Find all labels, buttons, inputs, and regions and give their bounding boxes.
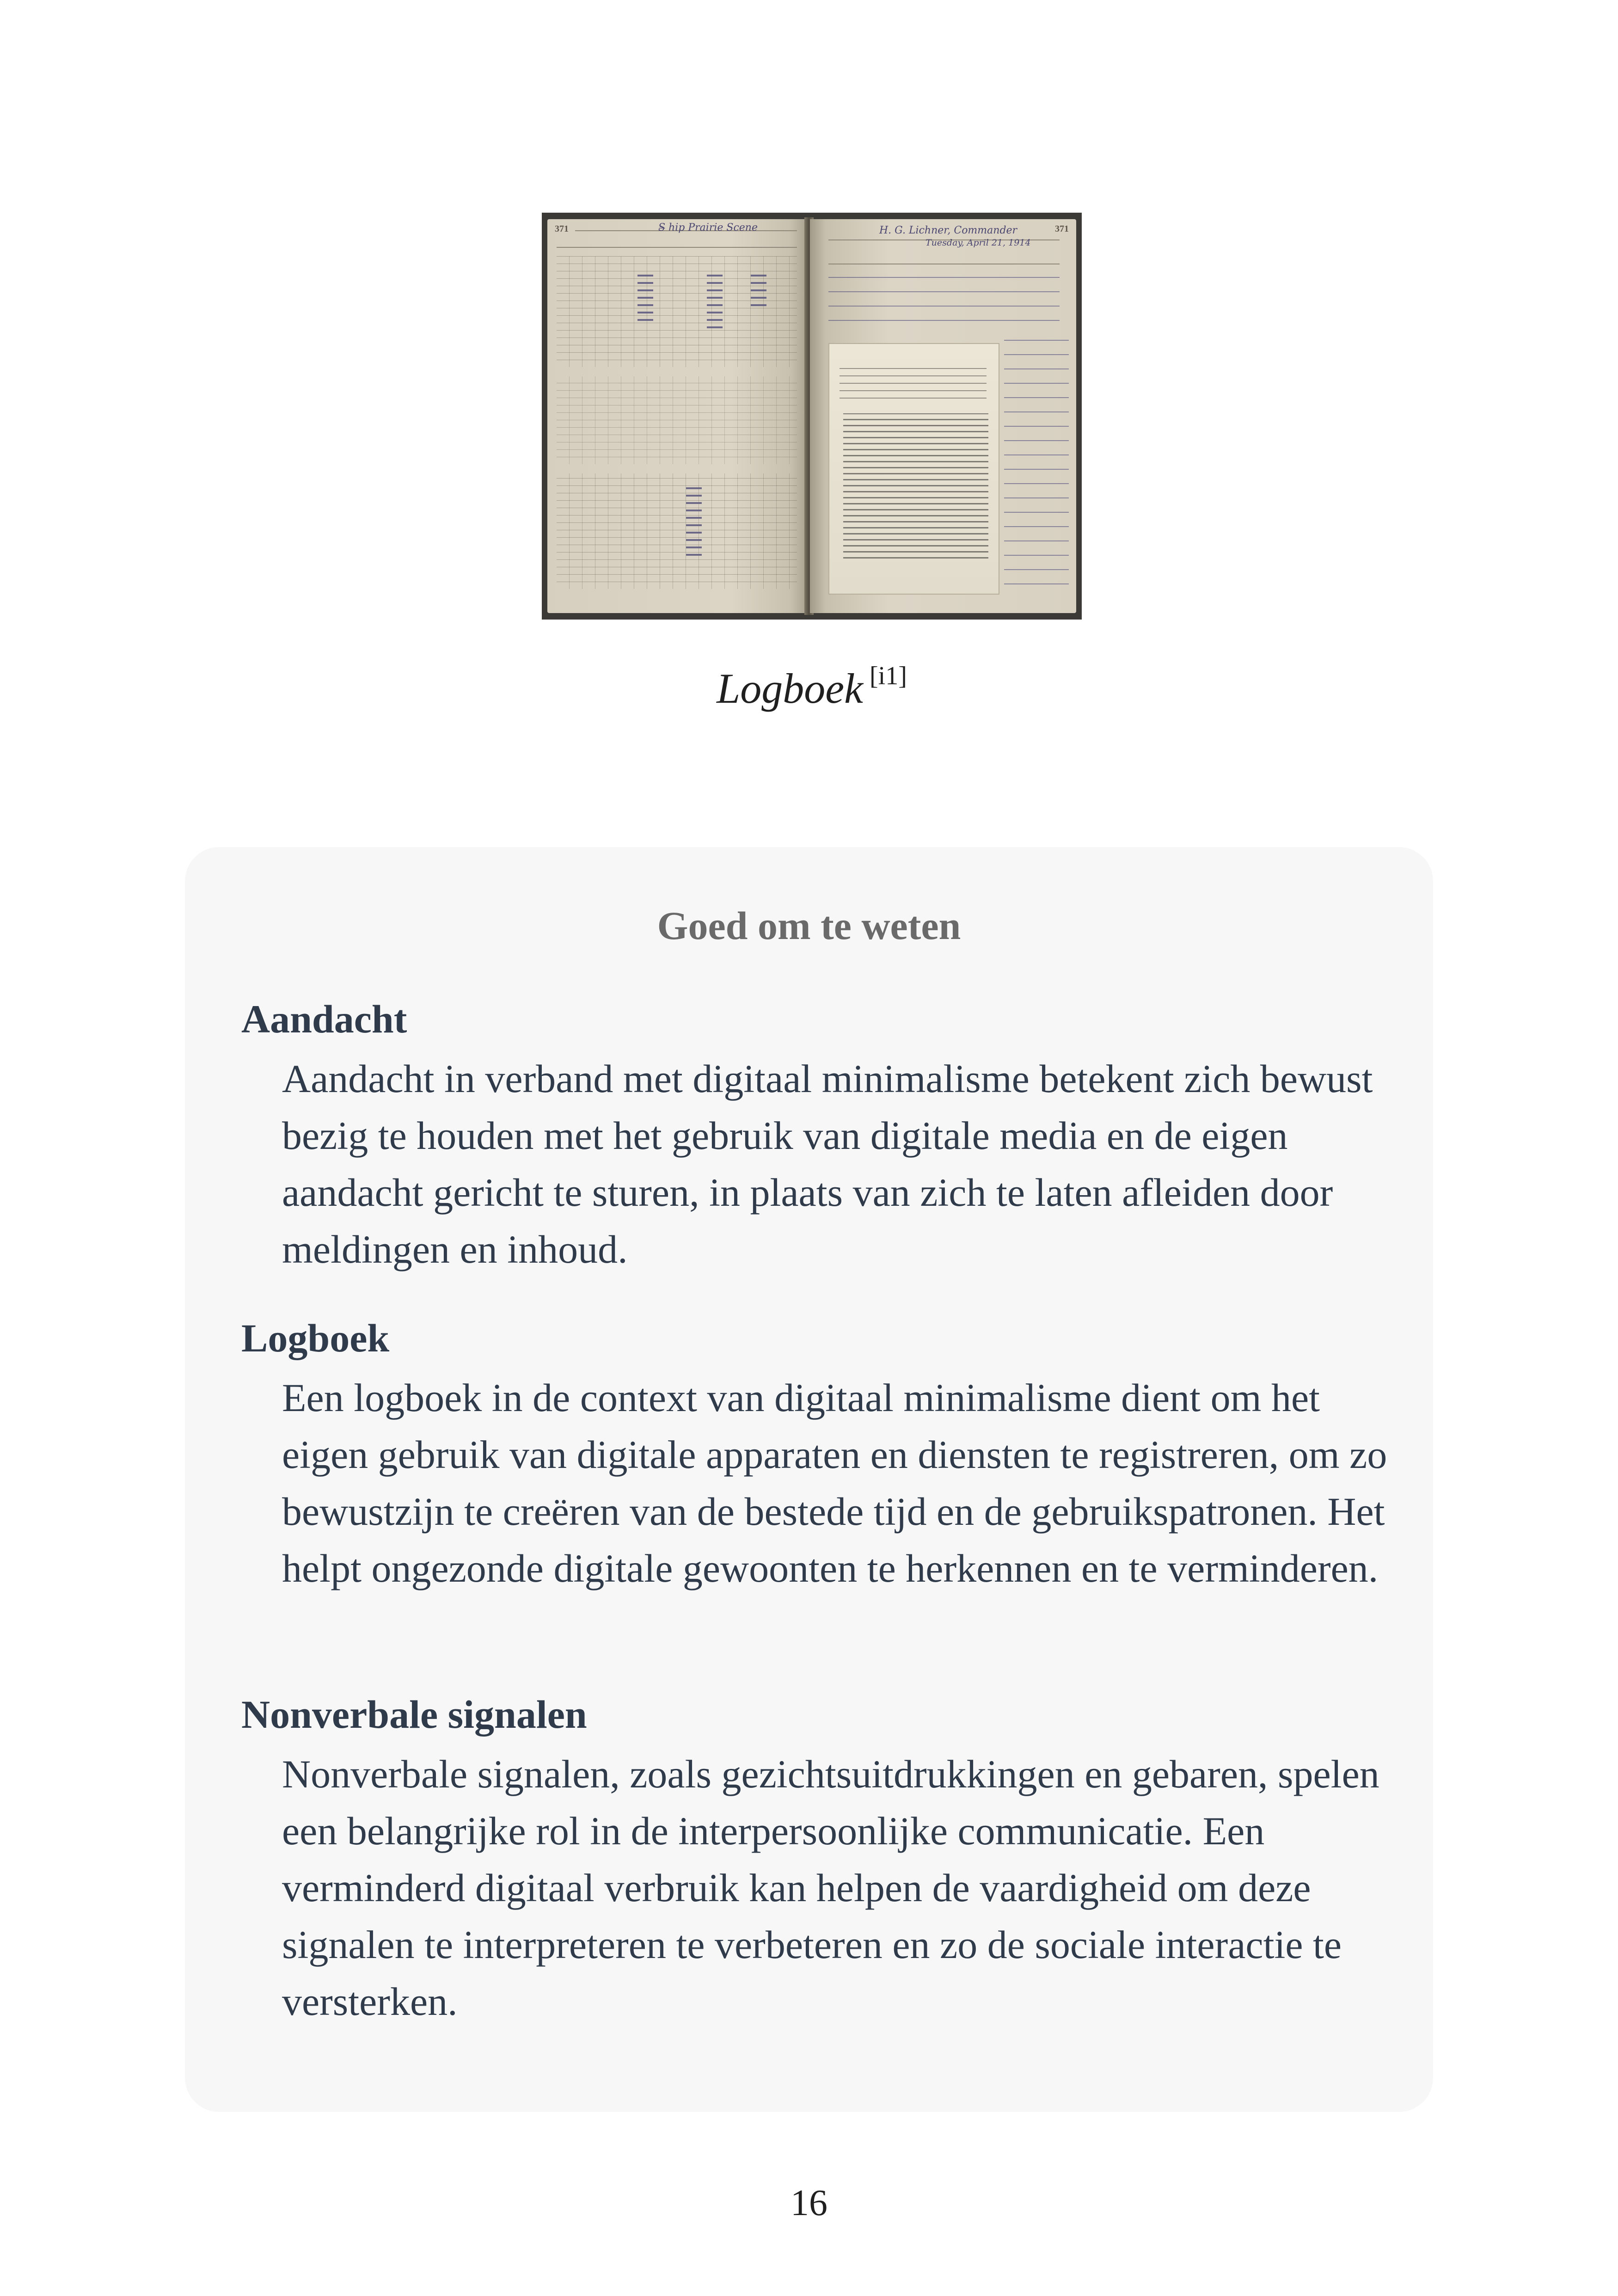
term-aandacht: Aandacht <box>241 997 407 1041</box>
figure-reference[interactable]: [i1] <box>869 662 907 690</box>
logbook-left-page: 371 S̶ hip Prairie Scene <box>547 219 808 613</box>
logbook-figure <box>542 213 1082 620</box>
info-box <box>185 847 1433 2112</box>
info-box-title: Goed om te weten <box>657 903 961 948</box>
logbook-right-page-number: 371 <box>1055 224 1069 234</box>
figure-caption-text: Logboek <box>717 665 863 712</box>
definition-nonverbale-signalen: Nonverbale signalen, zoals gezichtsuitdrukkingen en gebaren, spelen een belangrijke rol in de interpersoonlijke communicatie. Een verminderd digitaal verbruik kan helpen de vaardigheid om deze signalen te interpreteren te verbeteren en zo de sociale interactie te versterken. <box>282 1752 1379 2024</box>
term-logboek: Logboek <box>241 1316 390 1360</box>
logbook-typed-insert <box>829 344 999 594</box>
logbook-right-page: 371 H. G. Lichner, Commander Tuesday, April 21, 1914 <box>810 219 1076 613</box>
page-number: 16 <box>791 2183 827 2223</box>
figure-caption <box>542 661 1082 713</box>
definition-logboek: Een logboek in de context van digitaal minimalisme dient om het eigen gebruik van digitale apparaten en diensten te registreren, om zo bewustzijn te creëren van de bestede tijd en de gebruikspatronen. Het helpt ongezonde digitale gewoonten te herkennen en te verminderen. <box>282 1375 1387 1590</box>
logbook-left-page-number: 371 <box>555 224 569 234</box>
logbook-photo <box>542 213 1082 620</box>
definition-aandacht: Aandacht in verband met digitaal minimalisme betekent zich bewust bezig te houden met het gebruik van digitale media en de eigen aandacht gericht te sturen, in plaats van zich te laten afleiden door meldingen en inhoud. <box>282 1056 1373 1271</box>
term-nonverbale-signalen: Nonverbale signalen <box>241 1692 587 1737</box>
